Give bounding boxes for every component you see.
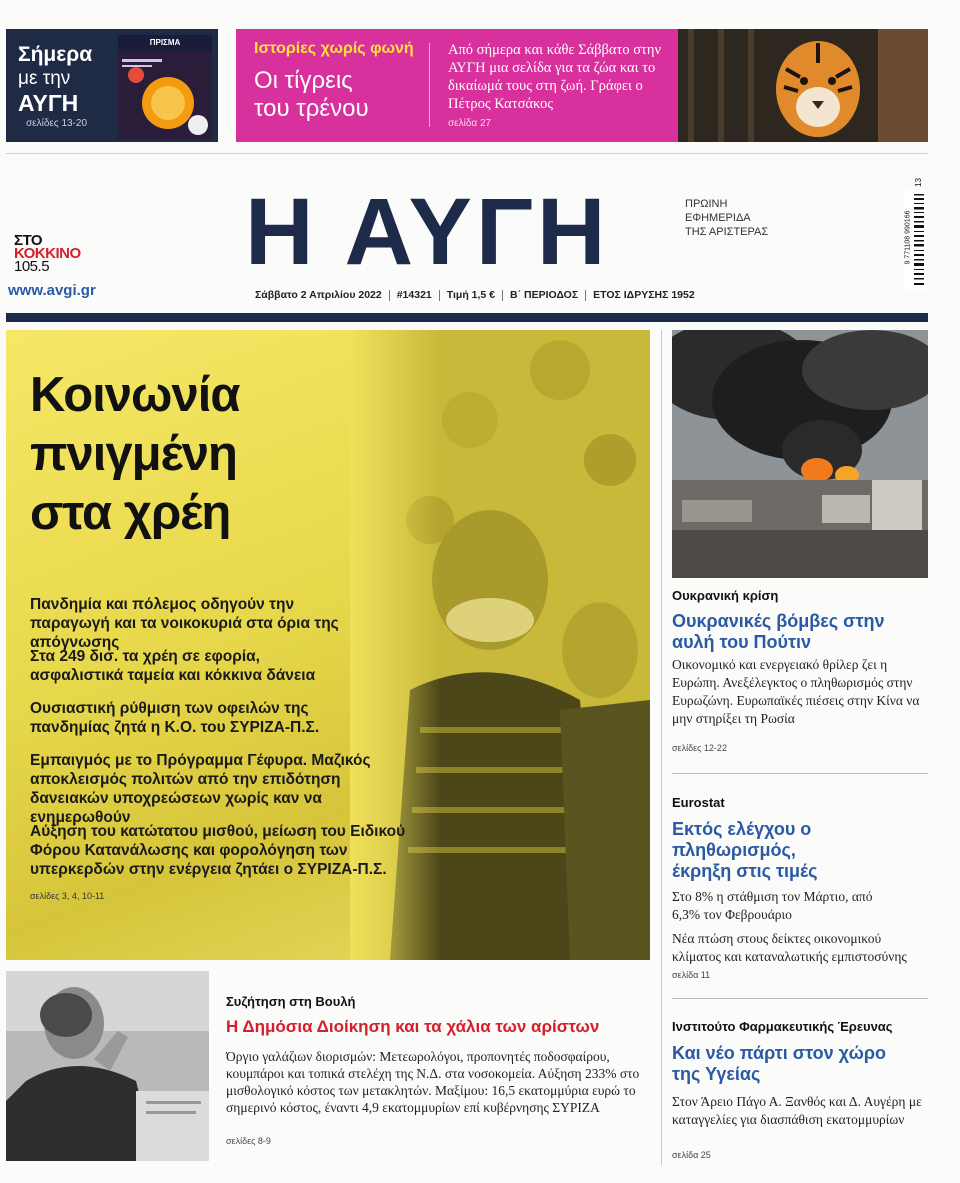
- right1-pages: σελίδες 12-22: [672, 743, 727, 753]
- lead-headline-line1: Κοινωνία: [30, 368, 240, 422]
- right-separator-1: [672, 773, 928, 774]
- prisma-cover-art: [118, 51, 212, 139]
- tiger-illustration: [678, 29, 928, 142]
- war-smoke-illustration: [672, 330, 928, 578]
- issue-founded: ΕΤΟΣ ΙΔΡΥΣΗΣ 1952: [593, 289, 695, 301]
- right2-pages: σελίδα 11: [672, 970, 711, 980]
- promo-tigers-description: Από σήμερα και κάθε Σάββατο στην ΑΥΓΗ μια σελίδα για τα ζώα και το δικαίωμά τους στη ζωή. Γράφει ο Πέτρος Κατσάκος: [448, 42, 661, 112]
- prime-minister-illustration: [6, 971, 209, 1161]
- bottom-pages: σελίδες 8-9: [226, 1136, 271, 1146]
- promo-aygi-line1: Σήμερα: [18, 43, 93, 66]
- promo-tigers[interactable]: [236, 29, 928, 142]
- promo-aygi-pages: σελίδες 13-20: [26, 118, 88, 129]
- top-divider: [6, 153, 928, 154]
- subtitle-line2: ΕΦΗΜΕΡΙΔΑ: [685, 212, 751, 224]
- radio-frequency: 105.5: [14, 258, 50, 275]
- bottom-headline[interactable]: Η Δημόσια Διοίκηση και τα χάλια των αρίστων: [226, 1017, 600, 1036]
- promo-today-with-aygi[interactable]: [6, 29, 218, 142]
- promo-aygi-line2: με την: [18, 68, 71, 89]
- lead-paragraph-3: Ουσιαστική ρύθμιση των οφειλών της πανδημίας ζητά η Κ.Ο. του ΣΥΡΙΖΑ-Π.Σ.: [30, 700, 320, 736]
- prisma-title: ΠΡΙΣΜΑ: [118, 35, 212, 51]
- promo-tigers-title-line1: Οι τίγρεις: [254, 67, 353, 94]
- masthead-rule: [6, 313, 928, 322]
- promo-aygi-text: [18, 43, 92, 115]
- lead-paragraph-2: Στα 249 δισ. τα χρέη σε εφορία, ασφαλιστικά ταμεία και κόκκινα δάνεια: [30, 648, 316, 684]
- tiger-photo: [678, 29, 928, 142]
- lead-headline[interactable]: [30, 366, 370, 543]
- right3-body: Στον Άρειο Πάγο Α. Ξανθός και Δ. Αυγέρη με καταγγελίες για διασπάθιση εκατομμυρίων: [672, 1094, 922, 1127]
- right2-body2: Νέα πτώση στους δείκτες οικονομικού κλίματος και καταναλωτικής εμπιστοσύνης: [672, 931, 907, 964]
- lead-headline-line3: στα χρέη: [30, 486, 231, 540]
- bottom-kicker: Συζήτηση στη Βουλή: [226, 994, 356, 1009]
- right-separator-2: [672, 998, 928, 999]
- promo-tigers-title-line2: του τρένου: [254, 95, 369, 122]
- barcode: [904, 178, 926, 290]
- right1-kicker: Ουκρανική κρίση: [672, 588, 779, 603]
- subtitle-line1: ΠΡΩΙΝΗ: [685, 198, 728, 210]
- column-divider: [661, 330, 662, 1165]
- right1-body: Οικονομικό και ενεργειακό θρίλερ ζει η Ευρώπη. Ανεξέλεγκτος ο πληθωρισμός στην Ευρωζώνη. Ευρωπαϊκές πιέσεις στην Κίνα να μην στηρίξει τη Ρωσία: [672, 657, 920, 726]
- lead-headline-line2: πνιγμένη: [30, 427, 237, 481]
- lead-paragraph-5: Αύξηση του κατώτατου μισθού, μείωση του Ειδικού Φόρου Κατανάλωσης και φορολόγηση των υπερκερδών στην ενέργεια ζητάει ο ΣΥΡΙΖΑ-Π.Σ.: [30, 823, 406, 878]
- right2-body1: Στο 8% η στάθμιση τον Μάρτιο, από 6,3% τον Φεβρουάριο: [672, 889, 873, 922]
- right2-headline[interactable]: Εκτός ελέγχου ο πληθωρισμός, έκρηξη στις τιμές: [672, 819, 818, 881]
- issue-number: #14321: [396, 289, 432, 301]
- subtitle-line3: ΤΗΣ ΑΡΙΣΤΕΡΑΣ: [685, 226, 769, 238]
- prisma-magazine-cover[interactable]: [118, 35, 212, 139]
- prime-minister-photo: [6, 971, 209, 1161]
- newspaper-subtitle: [685, 197, 768, 239]
- right3-headline[interactable]: Και νέο πάρτι στον χώρο της Υγείας: [672, 1043, 886, 1084]
- lead-paragraph-1: Πανδημία και πόλεμος οδηγούν την παραγωγή και τα νοικοκυριά στα όρια της απόγνωσης: [30, 596, 339, 651]
- issue-date: Σάββατο 2 Απριλίου 2022: [255, 289, 382, 301]
- issue-period: Β΄ ΠΕΡΙΟΔΟΣ: [510, 289, 579, 301]
- lead-pages: σελίδες 3, 4, 10-11: [30, 891, 105, 901]
- radio-sto-kokkino-logo[interactable]: [14, 234, 81, 273]
- issue-price: Τιμή 1,5 €: [446, 289, 496, 301]
- right1-headline[interactable]: Ουκρανικές βόμβες στην αυλή του Πούτιν: [672, 611, 885, 652]
- lead-story[interactable]: [6, 330, 650, 960]
- website-link[interactable]: www.avgi.gr: [8, 282, 96, 299]
- lead-paragraph-4: Εμπαιγμός με το Πρόγραμμα Γέφυρα. Μαζικός αποκλεισμός πολιτών από την επιδότηση δανειακών υποχρεώσεων χωρίς καν να ενημερωθούν: [30, 752, 371, 826]
- right2-kicker: Eurostat: [672, 795, 725, 810]
- war-smoke-photo: [672, 330, 928, 578]
- promo-aygi-line3: ΑΥΓΗ: [18, 90, 79, 116]
- promo-tigers-pages: σελίδα 27: [448, 118, 492, 129]
- promo-tigers-kicker: Ιστορίες χωρίς φωνή: [254, 40, 414, 57]
- barcode-number: 9 771108 990166: [904, 210, 912, 265]
- barcode-addon: 13: [913, 178, 923, 187]
- right3-pages: σελίδα 25: [672, 1150, 711, 1160]
- radio-line2: ΚΟΚΚΙΝΟ: [14, 245, 81, 262]
- issue-info-line: [255, 289, 695, 301]
- radio-line1: ΣΤΟ: [14, 232, 43, 249]
- promo-tigers-title: [254, 67, 369, 123]
- newspaper-title[interactable]: Η ΑΥΓΗ: [245, 179, 610, 285]
- right3-kicker: Ινστιτούτο Φαρμακευτικής Έρευνας: [672, 1019, 893, 1034]
- bottom-body: Όργιο γαλάζιων διορισμών: Μετεωρολόγοι, προπονητές ποδοσφαίρου, κουμπάροι και τοπικά στελέχη της Ν.Δ. στα νοσοκομεία. Αύξηση 233% στο μισθολογικό κόστος των μετακλητών. Μαξίμου: 16,5 εκατομμύρια ευρώ το σημερινό κόστος, έναντι 4,9 εκατομμυρίων επί κυβέρνησης ΣΥΡΙΖΑ: [226, 1049, 640, 1115]
- promo-divider: [429, 43, 430, 127]
